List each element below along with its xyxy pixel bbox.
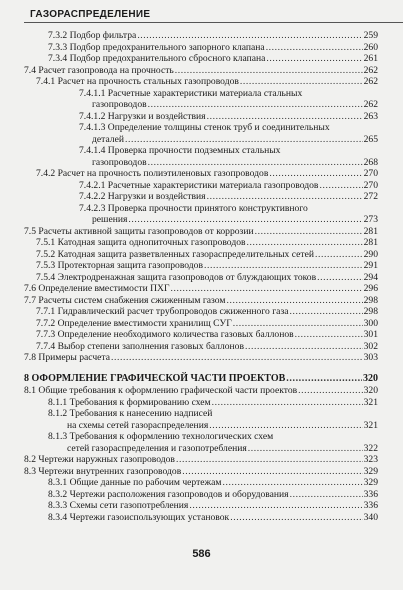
toc-leader-dots [171, 283, 363, 295]
toc-entry[interactable] [24, 466, 378, 478]
toc-leader-dots [212, 397, 363, 409]
toc-entry-title: 7.4.1 Расчет на прочность стальных газопроводов [36, 76, 239, 87]
toc-entry[interactable] [48, 489, 378, 501]
toc-page-number: 259 [363, 30, 378, 41]
toc-entry-title: 7.3.4 Подбор предохранительного сбросного клапана [48, 53, 266, 64]
toc-entry[interactable] [48, 42, 378, 54]
toc-page-number: 260 [363, 41, 378, 53]
toc-leader-dots [266, 53, 362, 65]
toc-page-number: 281 [363, 225, 378, 237]
toc-leader-dots [207, 111, 363, 123]
running-header-title: ГАЗОРАСПРЕДЕЛЕНИЕ [30, 9, 151, 20]
toc-entry-title: 8.3.1 Общие данные по рабочим чертежам [48, 477, 222, 488]
toc-page-number: 302 [363, 340, 378, 352]
toc-page-number: 322 [363, 442, 378, 454]
toc-page-number: 270 [363, 179, 378, 191]
toc-leader-dots [266, 42, 363, 54]
toc-page-number: 298 [363, 294, 378, 306]
toc-leader-dots [176, 454, 363, 466]
toc-entry[interactable] [36, 237, 378, 249]
toc-page-number: 290 [363, 248, 378, 260]
toc-entry[interactable] [36, 318, 378, 330]
toc-entry-continuation: газопроводов [92, 99, 147, 110]
toc-entry-title: 7.7.2 Определение вместимости хранилищ СУГ [36, 317, 232, 329]
toc-entry[interactable] [24, 295, 378, 307]
toc-entry-title: 8.1.1 Требования к формированию схем [48, 396, 211, 408]
toc-page-number: 262 [363, 64, 378, 76]
toc-entry-continuation: газопроводов [92, 156, 147, 168]
toc-page-number: 281 [363, 237, 378, 248]
toc-entry-title: 8.1 Общие требования к оформлению графической части проектов [24, 385, 298, 396]
toc-page-number: 300 [363, 317, 378, 329]
toc-page-number: 294 [363, 271, 378, 283]
toc-entry[interactable] [36, 341, 378, 353]
toc-leader-dots [226, 295, 362, 307]
toc-leader-dots [315, 249, 363, 261]
toc-leader-dots [319, 180, 362, 192]
toc-leader-dots [223, 477, 363, 489]
toc-entry[interactable] [92, 214, 378, 226]
toc-leader-dots [269, 168, 362, 180]
toc-page-number: 329 [363, 477, 378, 488]
toc-entry[interactable] [48, 477, 378, 489]
toc-entry-title: 7.4.2.3 Проверка прочности принятого конструктивного [79, 202, 308, 214]
toc-entry[interactable] [24, 373, 378, 385]
toc-entry-title: 7.4 Расчет газопровода на прочность [24, 64, 174, 76]
toc-entry-title: 8.3.3 Схемы сети газопотребления [48, 500, 189, 511]
toc-page-number: 291 [363, 260, 378, 271]
toc-entry[interactable] [48, 53, 378, 65]
toc-page-number: 340 [363, 511, 378, 523]
running-header [0, 0, 403, 28]
toc-entry-title: 8.3 Чертежи внутренних газопроводов [24, 465, 182, 477]
toc-entry-title: 7.4.1.2 Нагрузки и воздействия [79, 110, 206, 122]
toc-page-number: 336 [363, 488, 378, 500]
toc-page-number: 298 [363, 306, 378, 317]
toc-entry-continuation: решения [92, 214, 128, 225]
toc-page-number: 336 [363, 500, 378, 511]
toc-entry-title: 8.3.2 Чертежи расположения газопроводов и оборудования [48, 488, 289, 500]
toc-entry[interactable] [92, 99, 378, 111]
toc-entry[interactable] [48, 500, 378, 512]
toc-page-number: 323 [363, 454, 378, 465]
toc-leader-dots [317, 272, 362, 284]
toc-leader-dots [248, 443, 363, 455]
toc-leader-dots [111, 352, 363, 364]
toc-entry-title: 7.7.4 Выбор степени заполнения газовых баллонов [36, 340, 245, 352]
toc-page-number: 273 [363, 214, 378, 225]
toc-entry-title: 7.7 Расчеты систем снабжения сжиженным газом [24, 294, 226, 306]
toc-entry[interactable] [36, 76, 378, 88]
toc-leader-dots [295, 329, 363, 341]
toc-entry-title: 7.4.2.1 Расчетные характеристики материала газопроводов [79, 179, 319, 191]
toc-leader-dots [209, 420, 362, 432]
toc-page-number: 261 [363, 53, 378, 64]
toc-entry[interactable] [79, 180, 378, 192]
toc-entry[interactable] [24, 352, 378, 364]
toc-page-number: 265 [363, 133, 378, 145]
toc-leader-dots [290, 489, 363, 501]
toc-entry[interactable] [92, 134, 378, 146]
toc-leader-dots [233, 318, 363, 330]
toc-entry[interactable] [67, 420, 378, 432]
page-number: 586 [192, 548, 211, 560]
toc-entry[interactable] [67, 443, 378, 455]
toc-leader-dots [125, 134, 363, 146]
toc-entry-title: 7.5.3 Протекторная защита газопроводов [36, 260, 204, 271]
toc-entry-title: 8.1.3 Требования к оформлению технологических схем [48, 431, 274, 442]
toc-entry[interactable] [36, 168, 378, 180]
toc-entry-title: 7.6 Определение вместимости ПХГ [24, 283, 170, 294]
toc-page-number: 272 [363, 191, 378, 202]
toc-entry[interactable] [92, 157, 378, 169]
toc-entry[interactable] [36, 329, 378, 341]
toc-page-number: 296 [363, 283, 378, 294]
toc-entry-title: 7.4.1.4 Проверка прочности подземных стальных [79, 145, 281, 156]
toc-entry-continuation: сетей газораспределения и газопотребления [67, 442, 247, 454]
toc-leader-dots [247, 237, 363, 249]
toc-entry-title: 8 ОФОРМЛЕНИЕ ГРАФИЧЕСКОЙ ЧАСТИ ПРОЕКТОВ [24, 373, 286, 384]
toc-entry-continuation: деталей [92, 133, 124, 145]
toc-entry-title: 8.1.2 Требования к нанесению надписей [48, 408, 213, 419]
toc-leader-dots [148, 157, 363, 169]
toc-entry[interactable] [36, 306, 378, 318]
toc-entry-title: 7.4.1.1 Расчетные характеристики материала стальных [79, 87, 303, 99]
toc-page-number: 320 [363, 373, 378, 384]
toc-entry[interactable] [24, 385, 378, 397]
toc-entry-title: 7.7.1 Гидравлический расчет трубопроводов сжиженного газа [36, 306, 289, 317]
toc-entry[interactable] [24, 283, 378, 295]
toc-entry-title: 7.5.2 Катодная защита разветвленных газораспределительных сетей [36, 248, 314, 260]
toc-entry[interactable] [36, 272, 378, 284]
toc-entry-title: 7.7.3 Определение необходимого количества газовых баллонов [36, 329, 294, 340]
toc-leader-dots [148, 99, 363, 111]
toc-page-number: 301 [363, 329, 378, 340]
toc-page-number: 320 [363, 385, 378, 396]
toc-leader-dots [245, 341, 363, 353]
toc-entry[interactable] [24, 226, 378, 238]
toc-entry-title: 7.4.2 Расчет на прочность полиэтиленовых газопроводов [36, 168, 269, 179]
toc-entry[interactable] [79, 191, 378, 203]
toc-entry[interactable] [36, 249, 378, 261]
toc-entry-title: 8.2 Чертежи наружных газопроводов [24, 454, 175, 465]
toc-leader-dots [207, 191, 363, 203]
toc-entry-title: 7.8 Примеры расчета [24, 352, 110, 363]
toc-leader-dots [175, 65, 363, 77]
toc-page-number: 329 [363, 465, 378, 477]
toc-page-number: 268 [363, 156, 378, 168]
toc-leader-dots [182, 466, 362, 478]
toc-entry-title: 7.3.2 Подбор фильтра [48, 30, 137, 41]
toc-page-number: 262 [363, 76, 378, 87]
header-rule [24, 22, 403, 23]
toc-entry-title: 7.5 Расчеты активной защиты газопроводов от коррозии [24, 225, 254, 237]
toc-entry-title: 8.3.4 Чертежи газоиспользующих установок [48, 511, 230, 523]
toc-leader-dots [137, 30, 362, 42]
toc-page-number: 270 [363, 168, 378, 179]
toc-entry[interactable] [48, 512, 378, 524]
toc-page-number: 263 [363, 110, 378, 122]
toc-entry[interactable] [48, 397, 378, 409]
toc-entry[interactable] [24, 454, 378, 466]
toc-entry[interactable] [36, 260, 378, 272]
toc-page-number: 262 [363, 99, 378, 110]
toc-leader-dots [298, 385, 362, 397]
toc-leader-dots [230, 512, 362, 524]
toc-entry-title: 7.5.1 Катодная защита однопиточных газопроводов [36, 237, 246, 248]
toc-entry-title: 7.3.3 Подбор предохранительного запорного клапана [48, 41, 265, 53]
toc-page-number: 303 [363, 352, 378, 363]
toc-entry-title: 7.5.4 Электродренажная защита газопроводов от блуждающих токов [36, 271, 317, 283]
toc-entry[interactable] [79, 111, 378, 123]
toc-entry[interactable] [24, 65, 378, 77]
toc-leader-dots [255, 226, 363, 238]
toc-leader-dots [286, 373, 362, 385]
toc-leader-dots [290, 306, 363, 318]
toc-page-number: 321 [363, 419, 378, 431]
toc-leader-dots [204, 260, 363, 272]
toc-page-number: 321 [363, 396, 378, 408]
toc-entry-title: 7.4.1.3 Определение толщины стенок труб и соединительных [79, 122, 330, 133]
toc-entry[interactable] [48, 30, 378, 42]
toc-entry-continuation: на схемы сетей газораспределения [67, 419, 209, 431]
toc-leader-dots [189, 500, 362, 512]
toc-leader-dots [128, 214, 362, 226]
toc-leader-dots [240, 76, 363, 88]
toc-entry-title: 7.4.2.2 Нагрузки и воздействия [79, 191, 206, 202]
